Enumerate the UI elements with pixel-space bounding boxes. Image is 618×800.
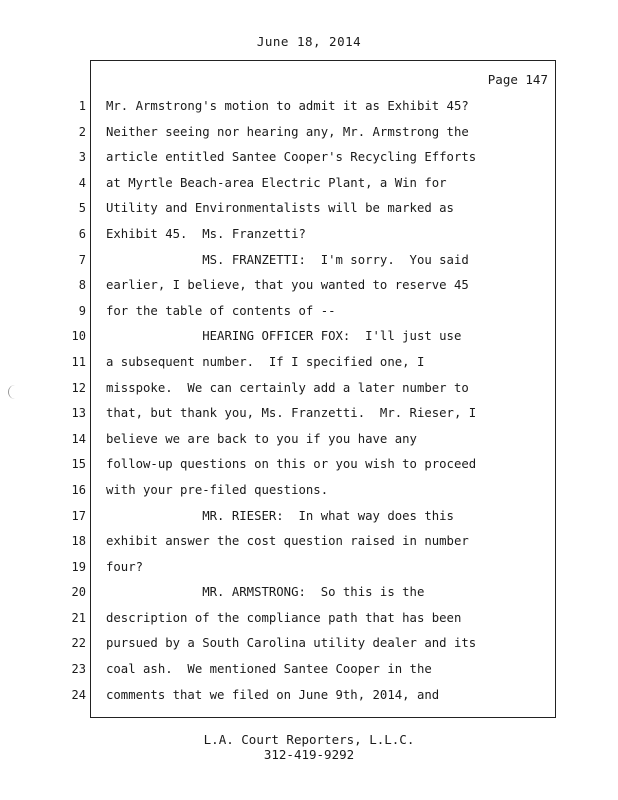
transcript-line: Neither seeing nor hearing any, Mr. Armstrong the (106, 124, 469, 139)
line-number: 15 (71, 457, 86, 472)
line-number: 3 (78, 150, 86, 165)
line-number: 9 (78, 303, 86, 318)
line-number: 5 (78, 201, 86, 216)
transcript-line: description of the compliance path that has been (106, 610, 462, 625)
line-number: 22 (71, 636, 86, 651)
transcript-line: HEARING OFFICER FOX: I'll just use (106, 329, 462, 344)
line-number: 21 (71, 610, 86, 625)
transcript-line: MS. FRANZETTI: I'm sorry. You said (106, 252, 469, 267)
transcript-line: follow-up questions on this or you wish to proceed (106, 457, 477, 472)
transcript-line: MR. RIESER: In what way does this (106, 508, 454, 523)
line-number: 10 (71, 329, 86, 344)
transcript-line: Mr. Armstrong's motion to admit it as Exhibit 45? (106, 99, 469, 113)
line-number: 20 (71, 585, 86, 600)
transcript-line: MR. ARMSTRONG: So this is the (106, 585, 425, 600)
court-reporter-name: L.A. Court Reporters, L.L.C. (203, 732, 415, 747)
line-number: 24 (71, 687, 86, 702)
line-number: 19 (71, 559, 86, 574)
transcript-line: comments that we filed on June 9th, 2014, and (106, 687, 440, 702)
transcript-line: Utility and Environmentalists will be marked as (106, 201, 454, 216)
line-number-column (60, 94, 86, 708)
line-number: 16 (71, 482, 86, 497)
transcript-line: for the table of contents of -- (106, 303, 336, 318)
line-number: 11 (71, 354, 86, 369)
transcript-line: four? (106, 559, 144, 574)
line-number: 23 (71, 662, 86, 677)
header-date: June 18, 2014 (256, 34, 362, 49)
transcript-line: at Myrtle Beach-area Electric Plant, a Win for (106, 175, 447, 190)
line-number: 17 (71, 508, 86, 523)
court-reporter-phone: 312-419-9292 (263, 747, 355, 762)
transcript-line: coal ash. We mentioned Santee Cooper in the (106, 662, 432, 677)
transcript-line: that, but thank you, Ms. Franzetti. Mr. Rieser, I (106, 406, 477, 421)
line-number: 18 (71, 534, 86, 549)
transcript-line: with your pre-filed questions. (106, 482, 329, 497)
margin-mark (8, 385, 17, 399)
page-number-label: Page 147 (487, 72, 548, 87)
footer (0, 732, 618, 762)
transcript-text (106, 94, 546, 708)
line-number: 13 (71, 406, 86, 421)
line-number: 6 (78, 226, 86, 241)
line-number: 8 (78, 278, 86, 293)
line-number: 14 (71, 431, 86, 446)
transcript-line: pursued by a South Carolina utility dealer and its (106, 636, 477, 651)
line-number: 7 (78, 252, 86, 267)
transcript-line: misspoke. We can certainly add a later number to (106, 380, 469, 395)
transcript-line: article entitled Santee Cooper's Recycling Efforts (106, 150, 477, 165)
line-number: 12 (71, 380, 86, 395)
transcript-line: a subsequent number. If I specified one, I (106, 354, 425, 369)
line-number: 1 (78, 99, 86, 113)
transcript-line: believe we are back to you if you have any (106, 431, 417, 446)
line-number: 2 (78, 124, 86, 139)
transcript-line: earlier, I believe, that you wanted to reserve 45 (106, 278, 469, 293)
transcript-line: Exhibit 45. Ms. Franzetti? (106, 226, 306, 241)
line-number: 4 (78, 175, 86, 190)
transcript-line: exhibit answer the cost question raised in number (106, 534, 469, 549)
